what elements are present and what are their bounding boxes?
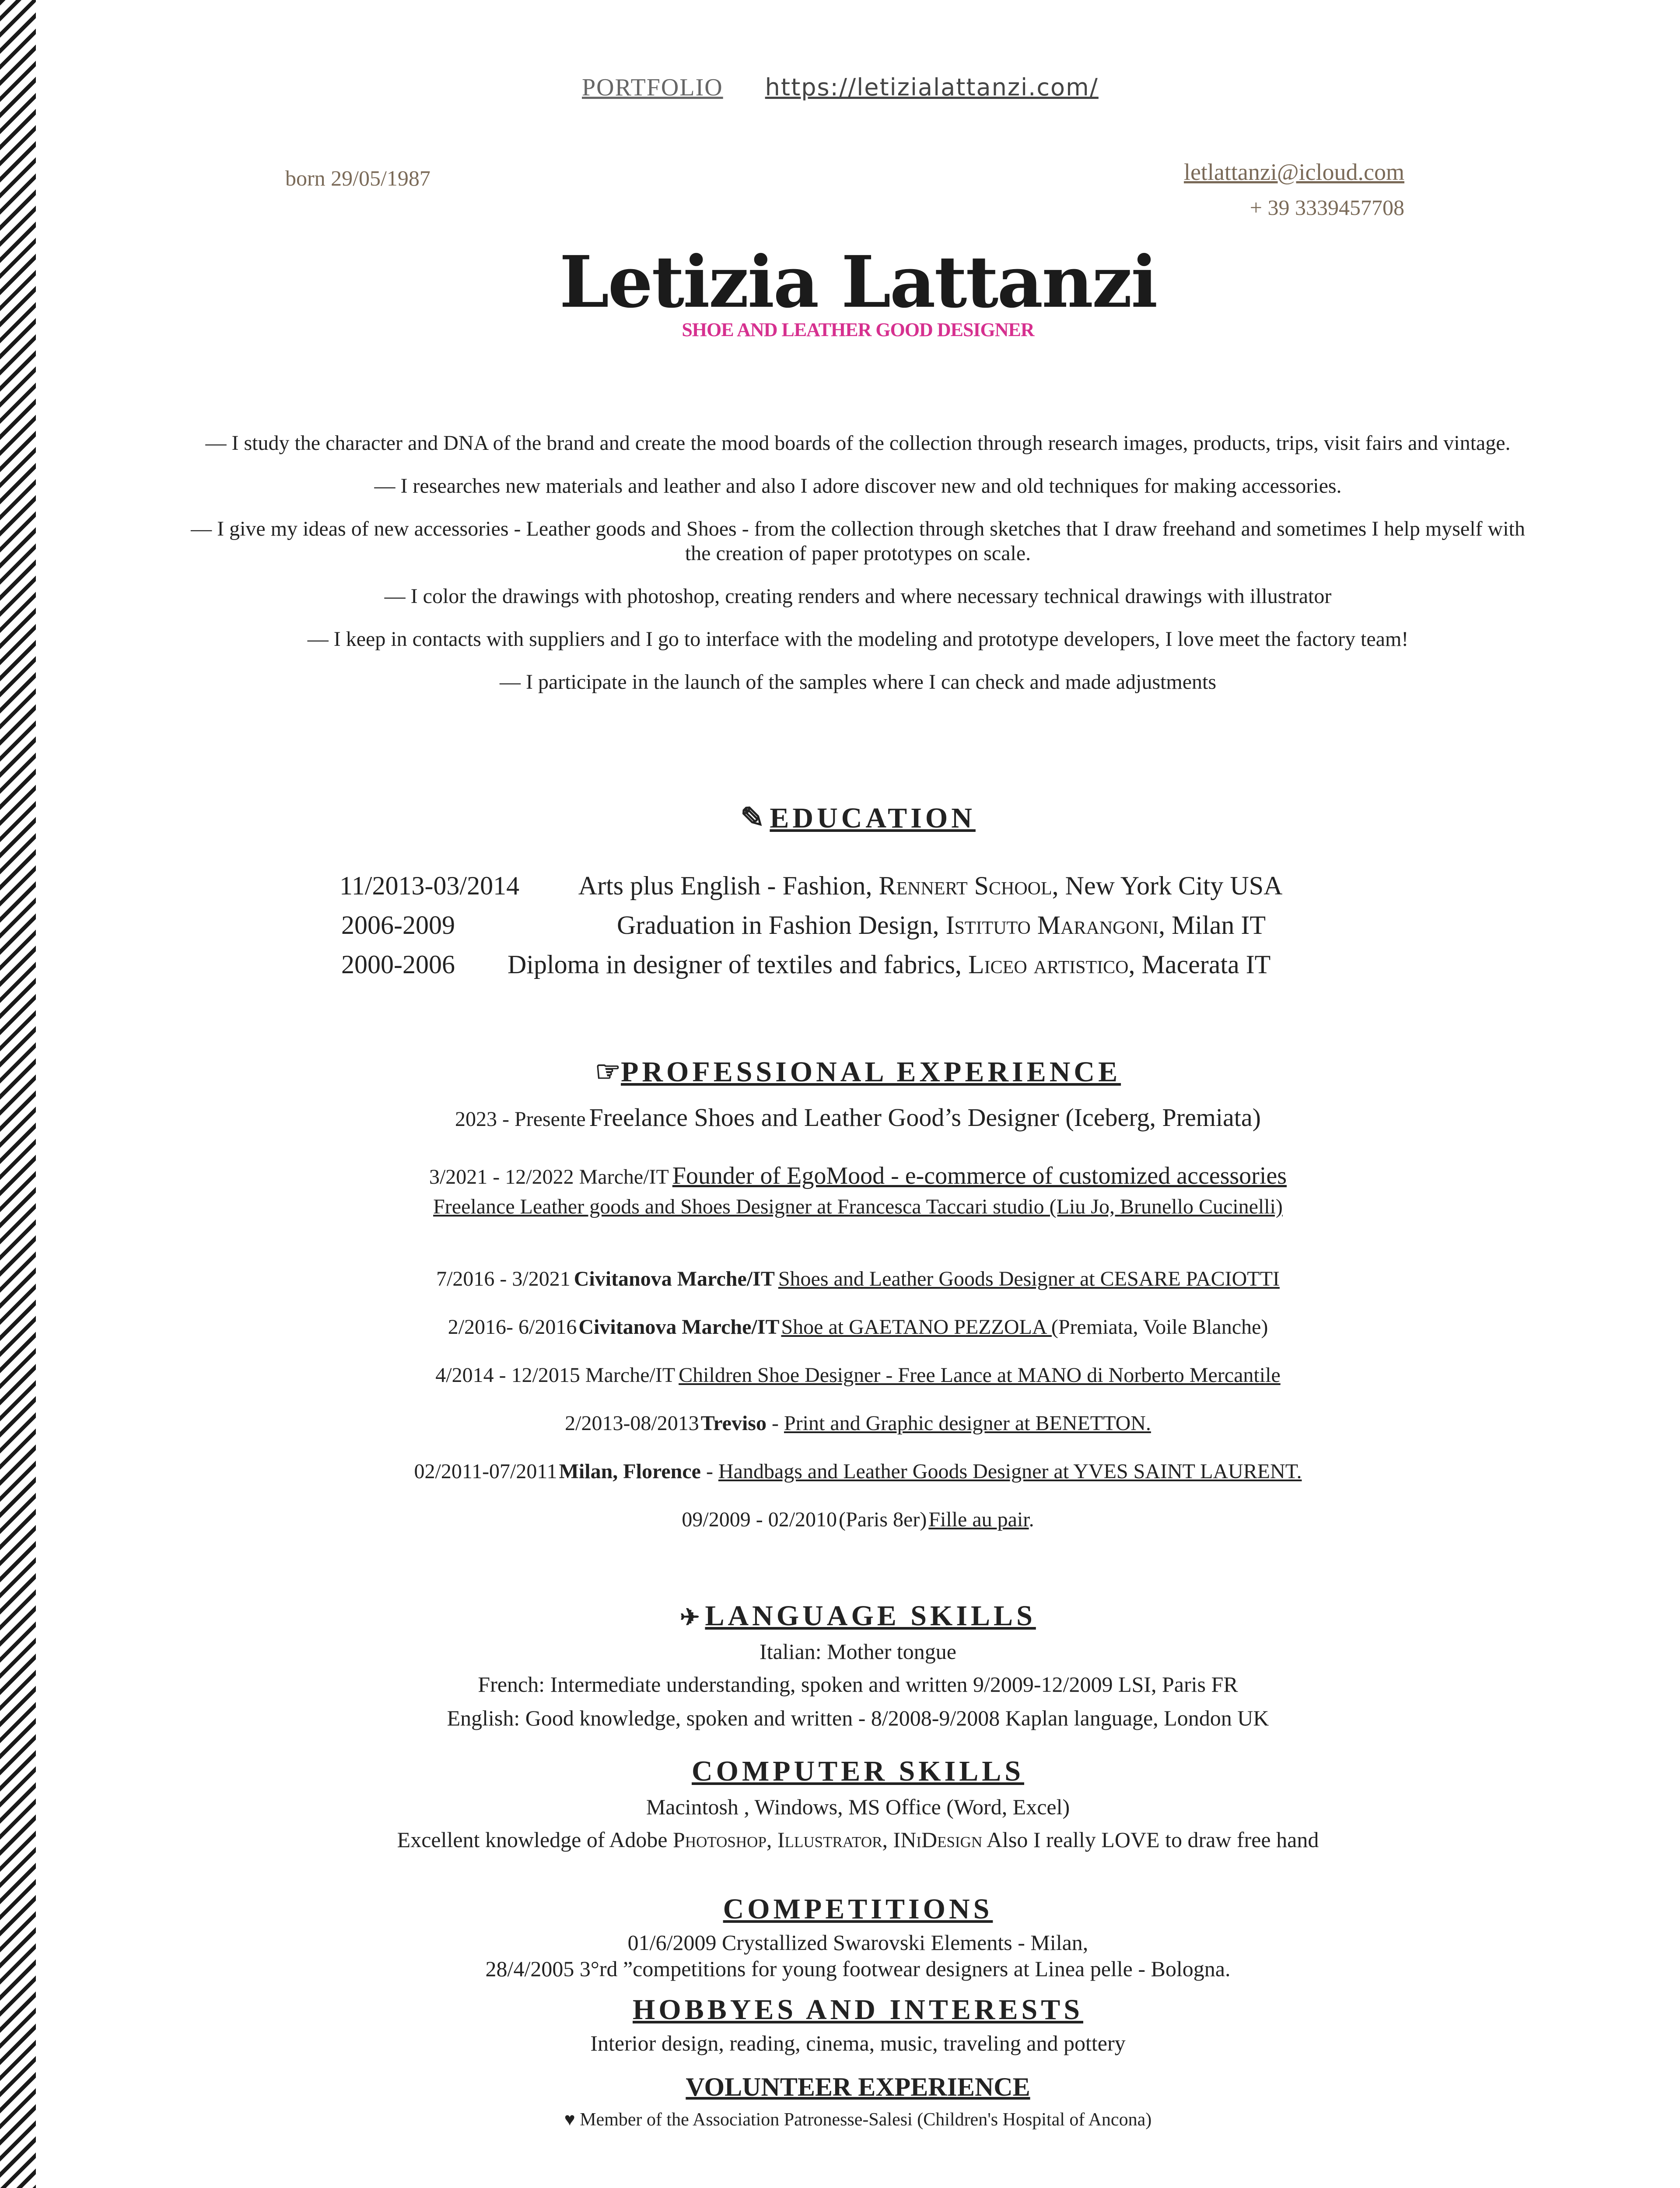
experience-place: Treviso	[700, 1412, 766, 1435]
education-school: Liceo artistico	[968, 950, 1129, 979]
summary-item: — I give my ideas of new accessories - Leather goods and Shoes - from the collection through sketches that I draw freehand and sometimes I help myself with the creation of paper prototypes on scale.	[191, 517, 1525, 565]
education-date: 2000-2006	[341, 950, 455, 979]
portfolio-label: PORTFOLIO	[582, 74, 723, 101]
computer-apps: Photoshop, Illustrator, INiDesign	[673, 1827, 983, 1852]
experience-separator: -	[700, 1460, 718, 1483]
experience-role-tail: Premiata, Voile Blanche)	[1058, 1315, 1268, 1339]
language-item: Italian: Mother tongue	[760, 1639, 956, 1664]
education-text: Diploma in designer of textiles and fabrics,	[507, 950, 969, 979]
experience-role[interactable]: Shoe at GAETANO PEZZOLA (	[781, 1315, 1058, 1339]
experience-item	[36, 1267, 1680, 1291]
hobbies-title: HOBBYES AND INTERESTS	[633, 1994, 1083, 2026]
education-place: , Milan IT	[1158, 911, 1266, 940]
education-row	[341, 910, 1266, 940]
decorative-stripe-border	[0, 0, 36, 2188]
hobbies-text: Interior design, reading, cinema, music, traveling and pottery	[590, 2031, 1126, 2055]
education-heading	[36, 801, 1680, 835]
experience-item	[36, 1363, 1680, 1387]
experience-date: 2/2013-08/2013	[565, 1412, 699, 1435]
experience-place: Milan, Florence	[559, 1460, 701, 1483]
pencil-icon: ✎	[740, 802, 768, 834]
birth-date: born 29/05/1987	[285, 166, 430, 190]
education-title: EDUCATION	[770, 802, 976, 834]
experience-item	[36, 1162, 1680, 1190]
portfolio-line	[582, 74, 1099, 102]
summary-item: — I study the character and DNA of the brand and create the mood boards of the collection through research images, products, trips, visit fairs and vintage.	[205, 431, 1511, 455]
experience-item	[36, 1103, 1680, 1132]
phone-number: + 39 3339457708	[1250, 195, 1404, 220]
experience-item	[36, 1459, 1680, 1483]
experience-date: 4/2014 - 12/2015 Marche/IT	[435, 1364, 676, 1387]
competition-item: 01/6/2009 Crystallized Swarovski Elements - Milan,	[627, 1930, 1088, 1955]
education-place: , Macerata IT	[1128, 950, 1271, 979]
experience-place: Civitanova Marche/IT	[574, 1267, 775, 1290]
experience-item	[36, 1508, 1680, 1532]
experience-separator: -	[766, 1412, 784, 1435]
competitions-heading	[36, 1893, 1680, 1926]
experience-role[interactable]: Children Shoe Designer - Free Lance at MANO di Norberto Mercantile	[679, 1364, 1281, 1387]
languages-heading	[36, 1599, 1680, 1633]
portfolio-link[interactable]: https://letizialattanzi.com/	[765, 74, 1099, 101]
computer-line-prefix: Excellent knowledge of Adobe	[397, 1827, 673, 1852]
experience-date: 09/2009 - 02/2010	[682, 1508, 837, 1531]
language-item: English: Good knowledge, spoken and written - 8/2008-9/2008 Kaplan language, London UK	[447, 1706, 1269, 1730]
experience-date: 02/2011-07/2011	[414, 1460, 557, 1483]
volunteer-item	[36, 2109, 1680, 2130]
education-row	[341, 950, 1270, 980]
computer-heading	[36, 1755, 1680, 1788]
experience-role-tail: .	[1029, 1508, 1034, 1531]
experience-place: Civitanova Marche/IT	[578, 1315, 780, 1339]
education-row	[340, 871, 1282, 901]
education-school: Istituto Marangoni	[945, 911, 1159, 940]
competitions-title: COMPETITIONS	[723, 1893, 993, 1925]
summary-item: — I participate in the launch of the samples where I can check and made adjustments	[499, 670, 1217, 694]
education-school: Rennert School	[878, 871, 1052, 900]
volunteer-title: VOLUNTEER EXPERIENCE	[686, 2072, 1030, 2101]
languages-title: LANGUAGE SKILLS	[705, 1600, 1036, 1632]
pointing-hand-icon: ☞	[595, 1056, 621, 1088]
competition-item: 28/4/2005 3°rd ”competitions for young footwear designers at Linea pelle - Bologna.	[485, 1957, 1231, 1981]
email-link[interactable]: letlattanzi@icloud.com	[1183, 159, 1404, 185]
experience-role[interactable]: Fille au pair	[928, 1508, 1029, 1531]
experience-role: Freelance Shoes and Leather Good’s Designer (Iceberg, Premiata)	[589, 1103, 1261, 1132]
experience-item	[36, 1315, 1680, 1339]
experience-role-detail[interactable]: Freelance Leather goods and Shoes Designer at Francesca Taccari studio (Liu Jo, Brunello Cucinelli)	[433, 1195, 1283, 1218]
education-date: 2006-2009	[341, 911, 455, 940]
education-date: 11/2013-03/2014	[340, 871, 520, 900]
computer-line: Macintosh , Windows, MS Office (Word, Excel)	[646, 1795, 1070, 1819]
language-item: French: Intermediate understanding, spoken and written 9/2009-12/2009 LSI, Paris FR	[478, 1672, 1238, 1697]
volunteer-text: Member of the Association Patronesse-Salesi (Children's Hospital of Ancona)	[575, 2110, 1152, 2130]
experience-item	[36, 1411, 1680, 1435]
computer-line	[36, 1827, 1680, 1852]
candidate-name: Letizia Lattanzi	[559, 241, 1157, 324]
experience-date: 2/2016- 6/2016	[448, 1315, 577, 1339]
experience-place: (Paris 8er)	[839, 1508, 927, 1531]
summary-item: — I color the drawings with photoshop, creating renders and where necessary technical drawings with illustrator	[384, 585, 1332, 608]
experience-date: 7/2016 - 3/2021	[436, 1267, 570, 1290]
hobbies-heading	[36, 1993, 1680, 2027]
computer-line-suffix: Also I really LOVE to draw free hand	[982, 1827, 1319, 1852]
experience-date: 2023 - Presente	[455, 1108, 586, 1131]
experience-date: 3/2021 - 12/2022 Marche/IT	[429, 1165, 669, 1189]
experience-item-detail	[36, 1195, 1680, 1219]
heart-icon: ♥	[564, 2110, 575, 2130]
volunteer-heading	[36, 2072, 1680, 2102]
computer-title: COMPUTER SKILLS	[692, 1755, 1024, 1787]
education-text: Arts plus English - Fashion,	[578, 871, 879, 900]
summary-item: — I keep in contacts with suppliers and I go to interface with the modeling and prototype developers, I love meet the factory team!	[307, 628, 1409, 651]
education-text: Graduation in Fashion Design,	[616, 911, 946, 940]
airplane-icon: ✈	[680, 1604, 704, 1630]
experience-role[interactable]: Shoes and Leather Goods Designer at CESARE PACIOTTI	[778, 1267, 1280, 1290]
experience-role[interactable]: Founder of EgoMood - e-commerce of customized accessories	[672, 1162, 1287, 1189]
job-title: SHOE AND LEATHER GOOD DESIGNER	[682, 319, 1034, 340]
summary-list	[36, 431, 1680, 713]
education-place: , New York City USA	[1052, 871, 1283, 900]
experience-heading	[36, 1055, 1680, 1089]
experience-title: PROFESSIONAL EXPERIENCE	[621, 1056, 1121, 1088]
summary-item: — I researches new materials and leather and also I adore discover new and old techniques for making accessories.	[374, 474, 1342, 498]
experience-role[interactable]: Handbags and Leather Goods Designer at YVES SAINT LAURENT.	[718, 1460, 1302, 1483]
experience-role[interactable]: Print and Graphic designer at BENETTON.	[784, 1412, 1151, 1435]
